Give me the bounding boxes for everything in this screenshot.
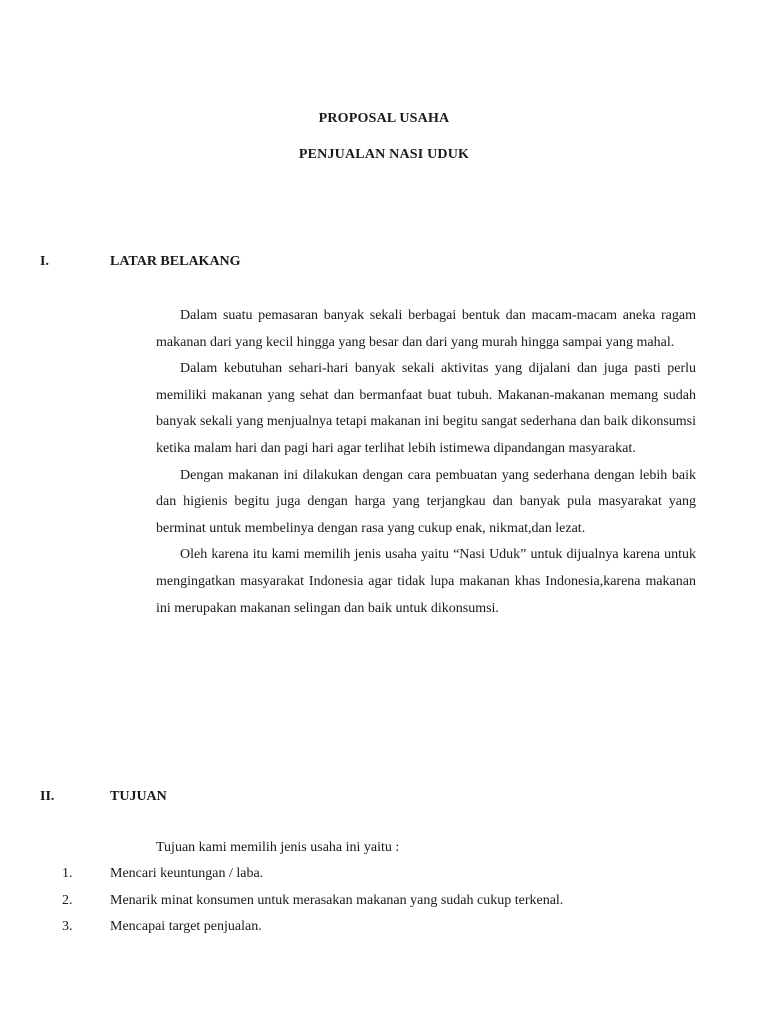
section-number: I.: [40, 254, 49, 269]
document-subtitle: PENJUALAN NASI UDUK: [298, 147, 470, 162]
list-item-text: Mencapai target penjualan.: [110, 919, 262, 935]
document-title: PROPOSAL USAHA: [318, 111, 450, 126]
list-item-text: Menarik minat konsumen untuk merasakan makanan yang sudah cukup terkenal.: [110, 892, 564, 908]
list-item-text: Mencari keuntungan / laba.: [110, 866, 264, 881]
list-item-number: 3.: [62, 919, 73, 935]
section-number: II.: [40, 789, 55, 804]
list-item-number: 2.: [62, 892, 73, 908]
list-item: [0, 893, 768, 920]
list-item-number: 1.: [62, 866, 73, 881]
section-intro-text: Tujuan kami memilih jenis usaha ini yaitu :: [156, 840, 400, 855]
paragraph: Oleh karena itu kami memilih jenis usaha yaitu “Nasi Uduk” untuk dijualnya karena untuk mengingatkan masyarakat Indonesia agar tidak lupa makanan khas Indonesia,karena makanan ini merupakan makanan selingan dan baik untuk dikonsumsi.: [156, 547, 696, 616]
section-heading-tujuan: TUJUAN: [110, 789, 167, 804]
section-heading-latar-belakang: LATAR BELAKANG: [110, 254, 241, 269]
list-item: [0, 919, 768, 946]
paragraph: Dalam suatu pemasaran banyak sekali berbagai bentuk dan macam-macam aneka ragam makanan dari yang kecil hingga yang besar dan dari yang murah hingga sampai yang mahal.: [156, 308, 696, 350]
paragraph: Dengan makanan ini dilakukan dengan cara pembuatan yang sederhana dengan lebih baik dan higienis begitu juga dengan harga yang terjangkau dan banyak pula masyarakat yang berminat untuk membelinya dengan rasa yang cukup enak, nikmat,dan lezat.: [156, 467, 696, 536]
section-body-latar-belakang: [156, 303, 696, 622]
goals-list: [0, 866, 768, 946]
paragraph: Dalam kebutuhan sehari-hari banyak sekali aktivitas yang dijalani dan juga pasti perlu memiliki makanan yang sehat dan bermanfaat buat tubuh. Makanan-makanan memang sudah banyak sekali yang menjualnya tetapi makanan ini begitu sangat sederhana dan baik dikonsumsi ketika malam hari dan pagi hari agar terlihat lebih istimewa dipandangan masyarakat.: [156, 361, 696, 456]
list-item: [0, 866, 768, 893]
